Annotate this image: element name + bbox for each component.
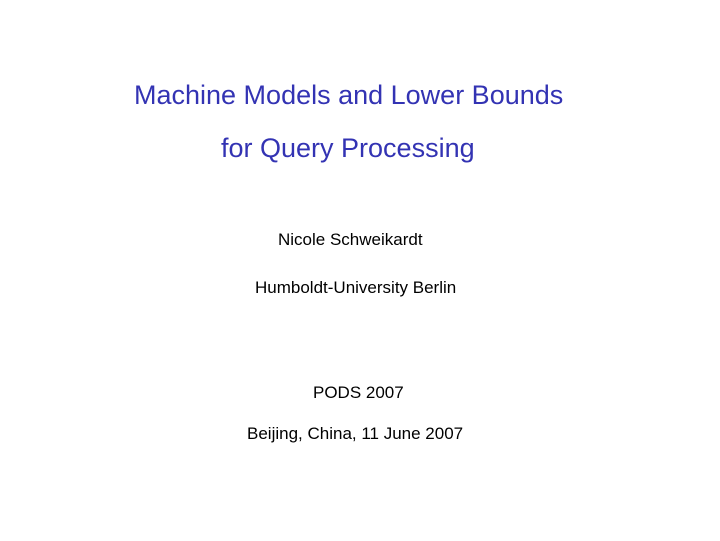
title-line-1: Machine Models and Lower Bounds (134, 80, 564, 110)
location-date: Beijing, China, 11 June 2007 (247, 424, 464, 443)
title-line-2: for Query Processing (221, 133, 475, 163)
venue: PODS 2007 (313, 383, 404, 402)
author-name: Nicole Schweikardt (278, 230, 423, 249)
affiliation: Humboldt-University Berlin (255, 278, 457, 297)
